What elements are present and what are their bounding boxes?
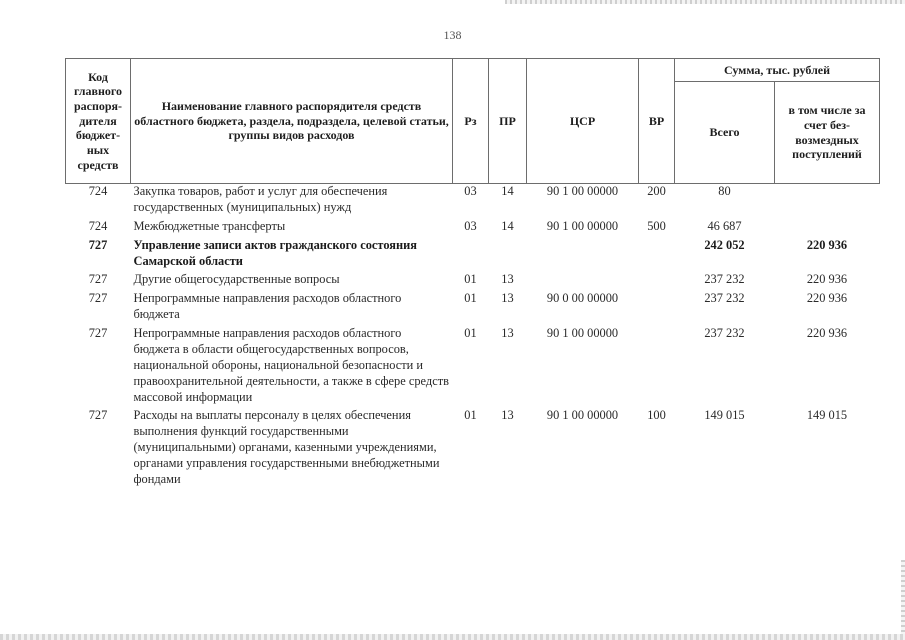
row-csr: [527, 237, 639, 272]
row-incl: 220 936: [806, 272, 848, 287]
row-pr: 14: [501, 218, 514, 233]
row-pr: 13: [501, 326, 514, 340]
table-row: [66, 290, 880, 325]
row-incl: 220 936: [806, 237, 848, 252]
row-rz: 01: [464, 326, 477, 340]
table-row: [66, 271, 880, 290]
header-total: Всего: [675, 82, 775, 184]
page-number: 138: [443, 28, 462, 42]
row-code: 724: [88, 184, 108, 198]
row-code: 727: [88, 408, 108, 423]
budget-table: [65, 58, 880, 490]
row-rz: 03: [464, 218, 477, 233]
row-vr: [639, 325, 675, 407]
row-rz: 03: [464, 184, 477, 198]
row-vr: [639, 237, 675, 272]
row-incl: [775, 184, 880, 218]
header-code: Код главного распоря-дителя бюджет-ных средств: [66, 59, 131, 184]
row-pr: 13: [501, 272, 514, 287]
row-code: 727: [88, 326, 108, 340]
table-row: [66, 184, 880, 218]
table-row: [66, 407, 880, 489]
header-sum-group: Сумма, тыс. рублей: [675, 59, 880, 82]
header-incl: в том числе за счет без-возмездных поступлений: [775, 82, 880, 184]
header-pr: ПР: [489, 59, 527, 184]
header-vr: ВР: [639, 59, 675, 184]
row-total: 237 232: [704, 272, 745, 287]
header-name: Наименование главного распорядителя средств областного бюджета, раздела, подраздела, целевой статьи, группы видов расходов: [131, 59, 453, 184]
row-csr: 90 1 00 00000: [546, 184, 619, 198]
header-csr: ЦСР: [527, 59, 639, 184]
row-name: Непрограммные направления расходов областного бюджета в области общегосударственных вопросов, национальной обороны, национальной безопасности и правоохранительной деятельности, а также в сфере средств массовой информации: [133, 326, 449, 404]
row-name: Управление записи актов гражданского состояния Самарской области: [133, 237, 417, 268]
table-row: [66, 237, 880, 272]
row-incl: 149 015: [806, 408, 848, 423]
row-vr: 100: [647, 408, 666, 423]
row-name: Межбюджетные трансферты: [133, 218, 286, 233]
row-csr: [527, 271, 639, 290]
table-body: [66, 184, 880, 490]
scan-artifact-top: [505, 0, 905, 4]
row-name: Расходы на выплаты персоналу в целях обеспечения выполнения функций государственными (муниципальными) органами, казенными учреждениями, органами управления государственными внебюджетными фондами: [133, 408, 440, 486]
row-rz: 01: [464, 272, 477, 287]
row-code: 727: [88, 272, 108, 287]
row-incl: 220 936: [806, 291, 848, 306]
row-csr: 90 0 00 00000: [546, 291, 619, 306]
header-rz: Рз: [453, 59, 489, 184]
row-code: 727: [88, 237, 108, 252]
row-total: 237 232: [704, 291, 745, 306]
row-incl: 220 936: [806, 326, 848, 340]
row-total: 242 052: [704, 237, 745, 252]
row-incl: [775, 218, 880, 237]
row-vr: 500: [647, 218, 666, 233]
row-name: Другие общегосударственные вопросы: [133, 272, 340, 287]
scan-artifact-right: [901, 560, 905, 640]
row-csr: 90 1 00 00000: [546, 408, 619, 423]
row-code: 724: [88, 218, 108, 233]
row-total: 149 015: [704, 408, 745, 423]
row-pr: [489, 237, 527, 272]
row-name: Непрограммные направления расходов областного бюджета: [133, 291, 402, 322]
row-total: 237 232: [704, 326, 745, 340]
row-csr: 90 1 00 00000: [546, 326, 619, 340]
row-vr: 200: [647, 184, 666, 198]
row-pr: 14: [501, 184, 514, 198]
table-header: [66, 59, 880, 184]
row-rz: [453, 237, 489, 272]
table-row: [66, 325, 880, 407]
row-code: 727: [88, 291, 108, 306]
row-pr: 13: [501, 408, 514, 423]
row-total: 46 687: [707, 218, 742, 233]
row-total: 80: [718, 184, 731, 198]
row-vr: [639, 271, 675, 290]
row-rz: 01: [464, 408, 477, 423]
row-name: Закупка товаров, работ и услуг для обеспечения государственных (муниципальных) нужд: [133, 184, 388, 214]
row-pr: 13: [501, 291, 514, 306]
row-rz: 01: [464, 291, 477, 306]
scan-artifact-bottom: [0, 634, 905, 640]
table-row: [66, 218, 880, 237]
row-csr: 90 1 00 00000: [546, 218, 619, 233]
row-vr: [639, 290, 675, 325]
